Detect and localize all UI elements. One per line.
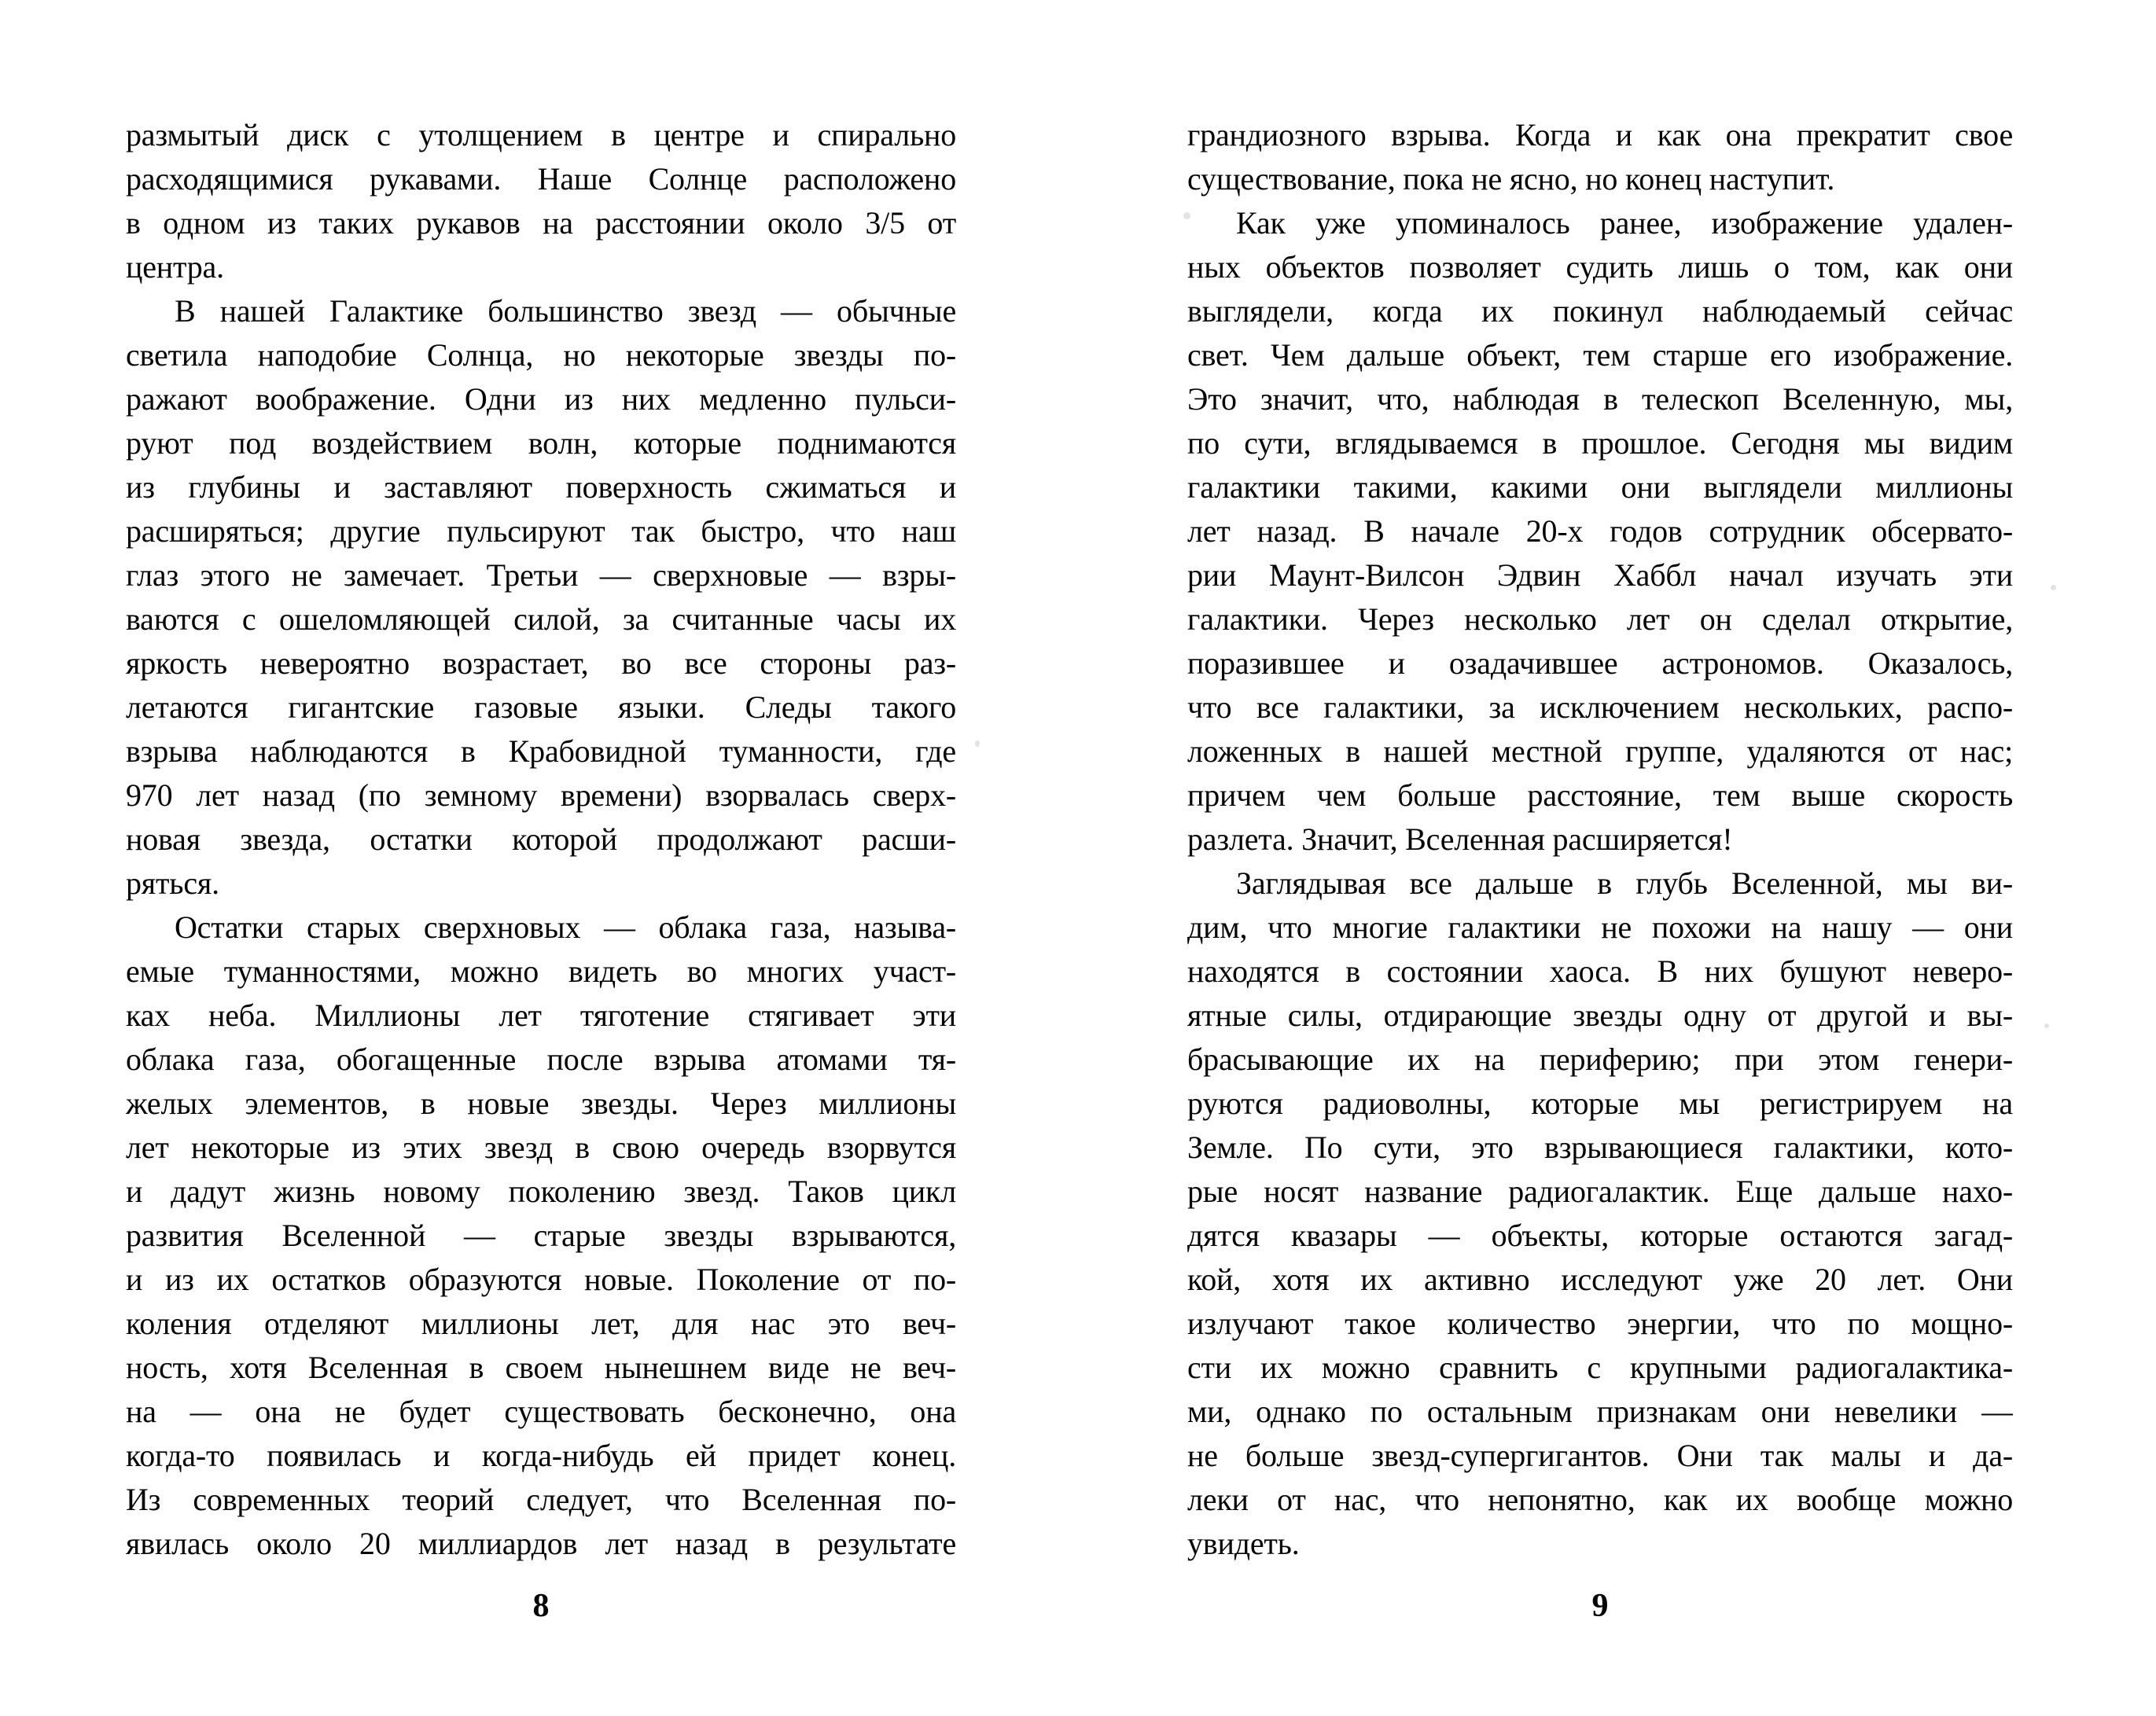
scan-speck xyxy=(2051,585,2056,590)
text-line: рые носят название радиогалактик. Еще дальше нахо- xyxy=(1187,1174,2013,1209)
text-line: дятся квазары — объекты, которые остаются загад- xyxy=(1187,1218,2013,1253)
scan-speck xyxy=(1183,212,1190,219)
text-line: ражают воображение. Одни из них медленно пульси- xyxy=(126,381,956,417)
text-line: ятные силы, отдирающие звезды одну от другой и вы- xyxy=(1187,998,2013,1033)
text-line: расходящимися рукавами. Наше Солнце расположено xyxy=(126,161,956,197)
text-line: что все галактики, за исключением нескольких, распо- xyxy=(1187,689,2013,725)
text-line: поразившее и озадачившее астрономов. Оказалось, xyxy=(1187,645,2013,681)
text-line: В нашей Галактике большинство звезд — обычные xyxy=(175,293,956,329)
text-line: желых элементов, в новые звезды. Через миллионы xyxy=(126,1086,956,1121)
text-line: по сути, вглядываемся в прошлое. Сегодня мы видим xyxy=(1187,425,2013,461)
text-line: в одном из таких рукавов на расстоянии около 3/5 от xyxy=(126,205,956,241)
text-line: существование, пока не ясно, но конец наступит. xyxy=(1187,161,1835,197)
text-line: ках неба. Миллионы лет тяготение стягивает эти xyxy=(126,998,956,1033)
text-line: увидеть. xyxy=(1187,1526,1300,1561)
text-line: расширяться; другие пульсируют так быстро, что наш xyxy=(126,513,956,549)
text-line: развития Вселенной — старые звезды взрываются, xyxy=(126,1218,956,1253)
page-left-text xyxy=(126,113,956,1566)
text-line: Как уже упоминалось ранее, изображение удален- xyxy=(1236,205,2013,241)
text-line: сти их можно сравнить с крупными радиогалактика- xyxy=(1187,1350,2013,1385)
text-line: ных объектов позволяет судить лишь о том, как они xyxy=(1187,249,2013,285)
text-line: дим, что многие галактики не похожи на нашу — они xyxy=(1187,909,2013,945)
text-line: ложенных в нашей местной группе, удаляются от нас; xyxy=(1187,733,2013,769)
page-left-number: 8 xyxy=(532,1588,550,1624)
text-line: на — она не будет существовать бесконечно, она xyxy=(126,1394,956,1429)
text-line: ми, однако по остальным признакам они невелики — xyxy=(1187,1394,2013,1429)
text-line: лет назад. В начале 20-х годов сотрудник обсервато- xyxy=(1187,513,2013,549)
scan-speck xyxy=(975,740,980,747)
text-line: явилась около 20 миллиардов лет назад в результате xyxy=(126,1526,956,1561)
text-line: центра. xyxy=(126,249,224,285)
text-line: емые туманностями, можно видеть во многих участ- xyxy=(126,954,956,989)
text-line: руются радиоволны, которые мы регистрируем на xyxy=(1187,1086,2013,1121)
text-line: новая звезда, остатки которой продолжают расши- xyxy=(126,821,956,857)
text-line: свет. Чем дальше объект, тем старше его изображение. xyxy=(1187,337,2013,373)
text-line: леки от нас, что непонятно, как их вообще можно xyxy=(1187,1482,2013,1517)
text-line: галактики такими, какими они выглядели миллионы xyxy=(1187,469,2013,505)
text-line: глаз этого не замечает. Третьи — сверхновые — взры- xyxy=(126,557,956,593)
text-line: излучают такое количество энергии, что по мощно- xyxy=(1187,1306,2013,1341)
text-line: причем чем больше расстояние, тем выше скорость xyxy=(1187,777,2013,813)
text-line: облака газа, обогащенные после взрыва атомами тя- xyxy=(126,1042,956,1077)
text-line: ваются с ошеломляющей силой, за считанные часы их xyxy=(126,601,956,637)
text-line: лет некоторые из этих звезд в свою очередь взорвутся xyxy=(126,1130,956,1165)
text-line: и из их остатков образуются новые. Поколение от по- xyxy=(126,1262,956,1297)
text-line: Из современных теорий следует, что Вселенная по- xyxy=(126,1482,956,1517)
text-line: Земле. По сути, это взрывающиеся галактики, кото- xyxy=(1187,1130,2013,1165)
scan-speck xyxy=(1192,314,1198,322)
text-line: светила наподобие Солнца, но некоторые звезды по- xyxy=(126,337,956,373)
page-right xyxy=(1078,0,2156,1716)
text-line: взрыва наблюдаются в Крабовидной туманности, где xyxy=(126,733,956,769)
text-line: находятся в состоянии хаоса. В них бушуют неверо- xyxy=(1187,954,2013,989)
text-line: когда-то появилась и когда-нибудь ей придет конец. xyxy=(126,1438,956,1473)
text-line: Это значит, что, наблюдая в телескоп Вселенную, мы, xyxy=(1187,381,2013,417)
text-line: и дадут жизнь новому поколению звезд. Таков цикл xyxy=(126,1174,956,1209)
text-line: не больше звезд-супергигантов. Они так малы и да- xyxy=(1187,1438,2013,1473)
scan-speck xyxy=(2044,1023,2049,1028)
text-line: разлета. Значит, Вселенная расширяется! xyxy=(1187,821,1733,857)
text-line: грандиозного взрыва. Когда и как она прекратит свое xyxy=(1187,117,2013,152)
text-line: коления отделяют миллионы лет, для нас это веч- xyxy=(126,1306,956,1341)
text-line: ность, хотя Вселенная в своем нынешнем виде не веч- xyxy=(126,1350,956,1385)
text-line: яркость невероятно возрастает, во все стороны раз- xyxy=(126,645,956,681)
text-line: ряться. xyxy=(126,865,219,901)
text-line: 970 лет назад (по земному времени) взорвалась сверх- xyxy=(126,777,956,813)
text-line: галактики. Через несколько лет он сделал открытие, xyxy=(1187,601,2013,637)
text-line: из глубины и заставляют поверхность сжиматься и xyxy=(126,469,956,505)
text-line: размытый диск с утолщением в центре и спирально xyxy=(126,117,956,152)
text-line: руют под воздействием волн, которые поднимаются xyxy=(126,425,956,461)
page-right-text xyxy=(1187,113,2013,1566)
text-line: выглядели, когда их покинул наблюдаемый сейчас xyxy=(1187,293,2013,329)
page-right-number: 9 xyxy=(1591,1588,1609,1624)
text-line: рии Маунт-Вилсон Эдвин Хаббл начал изучать эти xyxy=(1187,557,2013,593)
text-line: брасывающие их на периферию; при этом генери- xyxy=(1187,1042,2013,1077)
text-line: летаются гигантские газовые языки. Следы такого xyxy=(126,689,956,725)
text-line: кой, хотя их активно исследуют уже 20 лет. Они xyxy=(1187,1262,2013,1297)
text-line: Остатки старых сверхновых — облака газа, называ- xyxy=(175,909,956,945)
text-line: Заглядывая все дальше в глубь Вселенной, мы ви- xyxy=(1236,865,2013,901)
